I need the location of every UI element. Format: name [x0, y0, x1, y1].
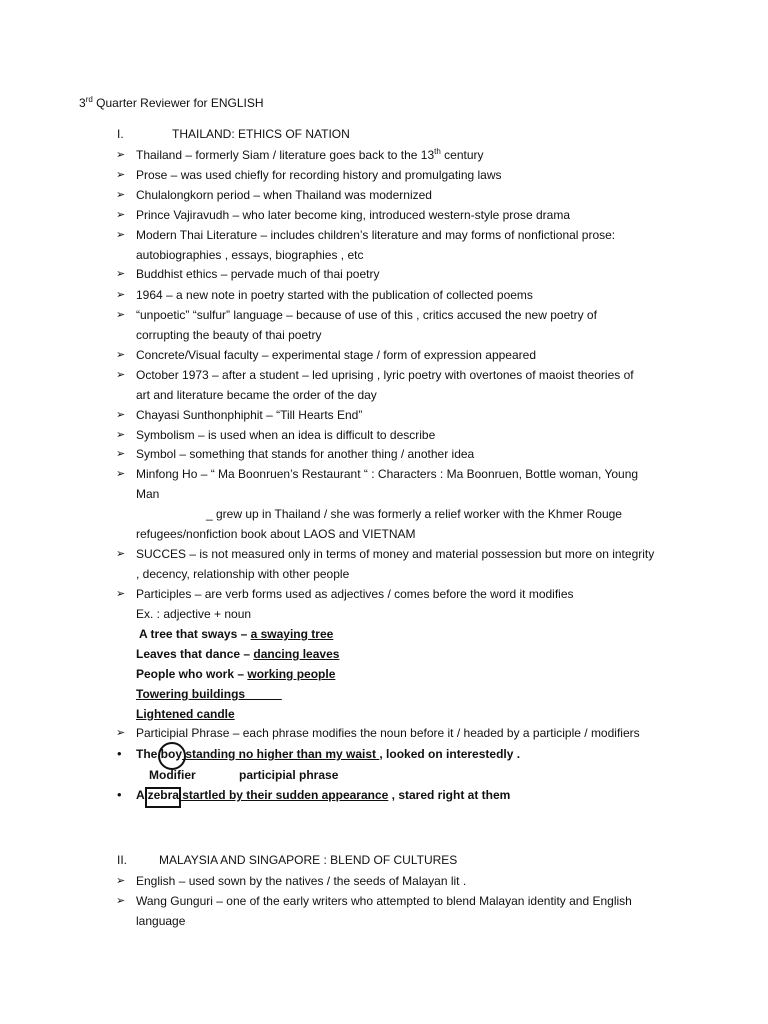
arrow-bullet-icon: ➢: [116, 229, 126, 241]
round-bullet-icon: •: [117, 746, 122, 761]
section-2-numeral: II.: [117, 853, 128, 867]
section-1-title: THAILAND: ETHICS OF NATION: [172, 127, 350, 141]
example-formula: Ex. : adjective + noun: [136, 607, 252, 621]
example-line: A tree that sways – a swaying tree: [139, 627, 334, 641]
list-item-continuation: corrupting the beauty of thai poetry: [136, 328, 322, 342]
arrow-bullet-icon: ➢: [116, 548, 126, 560]
annotation-label: Modifier: [149, 768, 196, 782]
list-item: Participial Phrase – each phrase modifies the noun before it / headed by a participle / modifiers: [136, 726, 640, 740]
list-item-continuation: , decency, relationship with other people: [136, 567, 350, 581]
list-item: Concrete/Visual faculty – experimental stage / form of expression appeared: [136, 348, 536, 362]
box-annotation: [145, 787, 181, 808]
example-line: Lightened candle: [136, 707, 235, 721]
arrow-bullet-icon: ➢: [116, 895, 126, 907]
list-item-continuation: refugees/nonfiction book about LAOS and VIETNAM: [136, 527, 416, 541]
list-item: Prince Vajiravudh – who later become king, introduced western-style prose drama: [136, 208, 570, 222]
list-item-continuation: Man: [136, 487, 160, 501]
example-sentence: A zebra startled by their sudden appearance , stared right at them: [136, 788, 511, 802]
list-item: October 1973 – after a student – led uprising , lyric poetry with overtones of maoist theories of: [136, 368, 634, 382]
section-1-numeral: I.: [117, 127, 124, 141]
arrow-bullet-icon: ➢: [116, 429, 126, 441]
list-item: Wang Gunguri – one of the early writers who attempted to blend Malayan identity and English: [136, 894, 632, 908]
arrow-bullet-icon: ➢: [116, 468, 126, 480]
list-item: Chulalongkorn period – when Thailand was modernized: [136, 188, 432, 202]
list-item: Modern Thai Literature – includes children’s literature and may forms of nonfictional prose:: [136, 228, 616, 242]
list-item-continuation: language: [136, 914, 186, 928]
document-title: 3rd Quarter Reviewer for ENGLISH: [79, 95, 264, 110]
arrow-bullet-icon: ➢: [116, 875, 126, 887]
list-item: Minfong Ho – “ Ma Boonruen’s Restaurant “ : Characters : Ma Boonruen, Bottle woman, Young: [136, 467, 639, 481]
list-item: Thailand – formerly Siam / literature goes back to the 13th century: [136, 147, 484, 162]
list-item-continuation: art and literature became the order of the day: [136, 388, 377, 402]
arrow-bullet-icon: ➢: [116, 309, 126, 321]
arrow-bullet-icon: ➢: [116, 209, 126, 221]
arrow-bullet-icon: ➢: [116, 448, 126, 460]
list-item: SUCCES – is not measured only in terms of money and material possession but more on integrity: [136, 547, 655, 561]
round-bullet-icon: •: [117, 787, 122, 802]
example-line: Towering buildings: [136, 687, 282, 701]
list-item: 1964 – a new note in poetry started with the publication of collected poems: [136, 288, 533, 302]
arrow-bullet-icon: ➢: [116, 588, 126, 600]
example-line: Leaves that dance – dancing leaves: [136, 647, 340, 661]
annotation-label: participial phrase: [239, 768, 339, 782]
list-item: “unpoetic” “sulfur” language – because of use of this , critics accused the new poetry of: [136, 308, 597, 322]
arrow-bullet-icon: ➢: [116, 289, 126, 301]
section-2-title: MALAYSIA AND SINGAPORE : BLEND OF CULTURES: [159, 853, 458, 867]
list-item-continuation: _ grew up in Thailand / she was formerly a relief worker with the Khmer Rouge: [206, 507, 622, 521]
list-item: Prose – was used chiefly for recording history and promulgating laws: [136, 168, 502, 182]
list-item: Chayasi Sunthonphiphit – “Till Hearts End”: [136, 408, 363, 422]
list-item: Symbol – something that stands for another thing / another idea: [136, 447, 475, 461]
list-item: English – used sown by the natives / the seeds of Malayan lit .: [136, 874, 467, 888]
example-line: People who work – working people: [136, 667, 336, 681]
arrow-bullet-icon: ➢: [116, 369, 126, 381]
arrow-bullet-icon: ➢: [116, 349, 126, 361]
circle-annotation: [158, 742, 186, 770]
list-item-continuation: autobiographies , essays, biographies , etc: [136, 248, 364, 262]
arrow-bullet-icon: ➢: [116, 189, 126, 201]
list-item: Buddhist ethics – pervade much of thai poetry: [136, 267, 380, 281]
arrow-bullet-icon: ➢: [116, 409, 126, 421]
arrow-bullet-icon: ➢: [116, 727, 126, 739]
list-item: Participles – are verb forms used as adjectives / comes before the word it modifies: [136, 587, 574, 601]
arrow-bullet-icon: ➢: [116, 268, 126, 280]
example-sentence: The boy standing no higher than my waist , looked on interestedly .: [136, 747, 521, 761]
arrow-bullet-icon: ➢: [116, 149, 126, 161]
arrow-bullet-icon: ➢: [116, 169, 126, 181]
list-item: Symbolism – is used when an idea is difficult to describe: [136, 428, 436, 442]
